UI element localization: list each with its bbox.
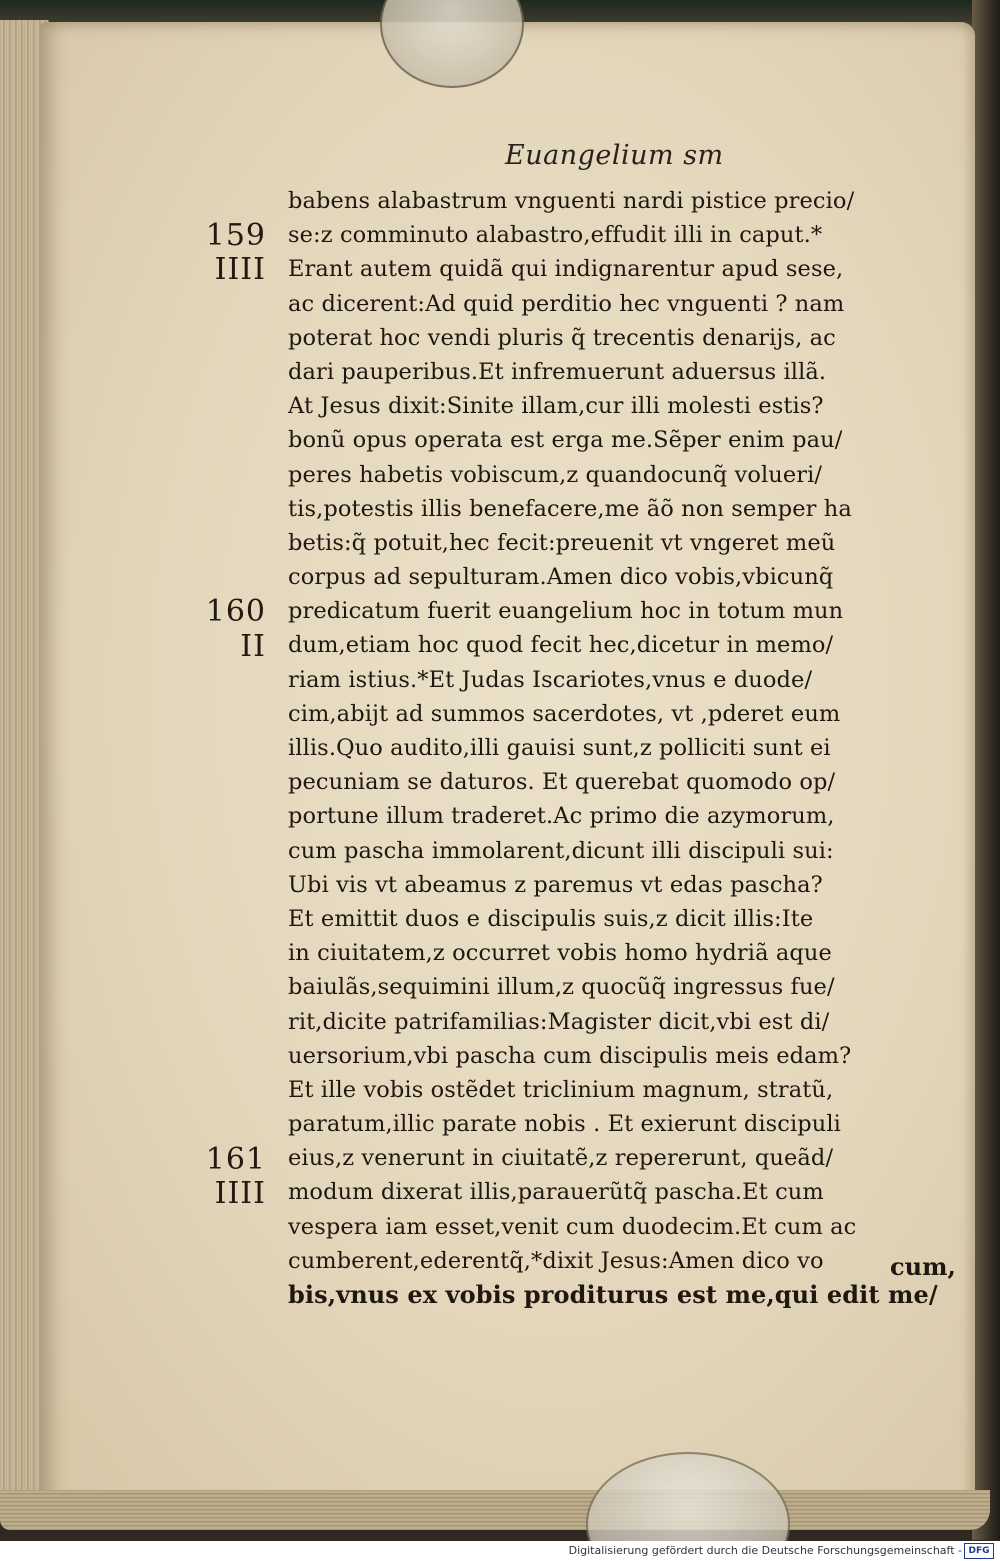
text-line: At Jesus dixit:Sinite illam,cur illi molesti estis? bbox=[288, 393, 824, 420]
text-line: tis,potestis illis benefacere,me ãõ non semper ha bbox=[288, 495, 852, 522]
text-line: babens alabastrum vnguenti nardi pistice precio/ bbox=[288, 188, 855, 214]
main-text-block bbox=[288, 184, 963, 1312]
text-line: cim,abijt ad summos sacerdotes, vt ,pderet eum bbox=[288, 700, 841, 727]
book-cover-right bbox=[972, 0, 1000, 1540]
text-line: dum,etiam hoc quod fecit hec,dicetur in memo/ bbox=[288, 632, 834, 659]
text-line: predicatum fuerit euangelium hoc in totum mun bbox=[288, 598, 844, 625]
margin-note: 161 bbox=[205, 1141, 266, 1177]
text-line: poterat hoc vendi pluris q̃ trecentis denarijs, ac bbox=[288, 324, 836, 351]
text-line: modum dixerat illis,parauerũtq̃ pascha.Et cum bbox=[288, 1179, 824, 1206]
margin-note: IIII bbox=[214, 1175, 266, 1211]
text-line: bonũ opus operata est erga me.Sẽper enim pau/ bbox=[288, 427, 843, 454]
text-line: Ubi vis vt abeamus z paremus vt edas pascha? bbox=[288, 871, 823, 898]
margin-note: 159 bbox=[205, 218, 266, 254]
text-line: paratum,illic parate nobis . Et exierunt discipuli bbox=[288, 1111, 841, 1138]
text-line: vespera iam esset,venit cum duodecim.Et cum ac bbox=[288, 1213, 857, 1240]
text-line: bis,vnus ex vobis proditurus est me,qui edit me/ bbox=[288, 1280, 938, 1309]
margin-note: II bbox=[240, 628, 266, 664]
text-line: portune illum traderet.Ac primo die azymorum, bbox=[288, 803, 835, 830]
text-line: Et ille vobis ostẽdet triclinium magnum, stratũ, bbox=[288, 1076, 834, 1103]
margin-note: 160 bbox=[205, 594, 266, 630]
text-line: cum pascha immolarent,dicunt illi discipuli sui: bbox=[288, 837, 834, 864]
text-line: rit,dicite patrifamilias:Magister dicit,vbi est di/ bbox=[288, 1008, 830, 1035]
text-line: riam istius.*Et Judas Iscariotes,vnus e duode/ bbox=[288, 666, 813, 693]
catchword: cum, bbox=[890, 1252, 956, 1281]
text-line: pecuniam se daturos. Et querebat quomodo op/ bbox=[288, 769, 836, 796]
footer-credit: Digitalisierung gefördert durch die Deutsche Forschungsgemeinschaft - bbox=[568, 1544, 962, 1557]
text-line: in ciuitatem,z occurret vobis homo hydriã aque bbox=[288, 940, 832, 967]
text-line: uersorium,vbi pascha cum discipulis meis edam? bbox=[288, 1042, 852, 1069]
text-line: ac dicerent:Ad quid perditio hec vnguenti ? nam bbox=[288, 290, 845, 317]
text-line: dari pauperibus.Et infremuerunt aduersus illã. bbox=[288, 358, 827, 385]
running-head: Euangelium sm bbox=[505, 140, 724, 171]
text-line: peres habetis vobiscum,z quandocunq̃ volueri/ bbox=[288, 461, 823, 488]
text-line: cumberent,ederentq̃,*dixit Jesus:Amen dico vo bbox=[288, 1247, 824, 1274]
text-line: se:z comminuto alabastro,effudit illi in caput.* bbox=[288, 222, 823, 249]
text-line: illis.Quo audito,illi gauisi sunt,z polliciti sunt ei bbox=[288, 735, 831, 761]
text-line: baiulãs,sequimini illum,z quocũq̃ ingressus fue/ bbox=[288, 974, 835, 1001]
dfg-logo: DFG bbox=[964, 1543, 994, 1559]
text-line: eius,z venerunt in ciuitatẽ,z repererunt, queãd/ bbox=[288, 1145, 834, 1172]
text-line: betis:q̃ potuit,hec fecit:preuenit vt vngeret meũ bbox=[288, 529, 836, 556]
page-edges-bottom bbox=[0, 1490, 990, 1530]
text-line: Erant autem quidã qui indignarentur apud sese, bbox=[288, 256, 844, 283]
text-line: Et emittit duos e discipulis suis,z dicit illis:Ite bbox=[288, 905, 814, 932]
text-line: corpus ad sepulturam.Amen dico vobis,vbicunq̃ bbox=[288, 564, 834, 591]
margin-note: IIII bbox=[214, 252, 266, 288]
